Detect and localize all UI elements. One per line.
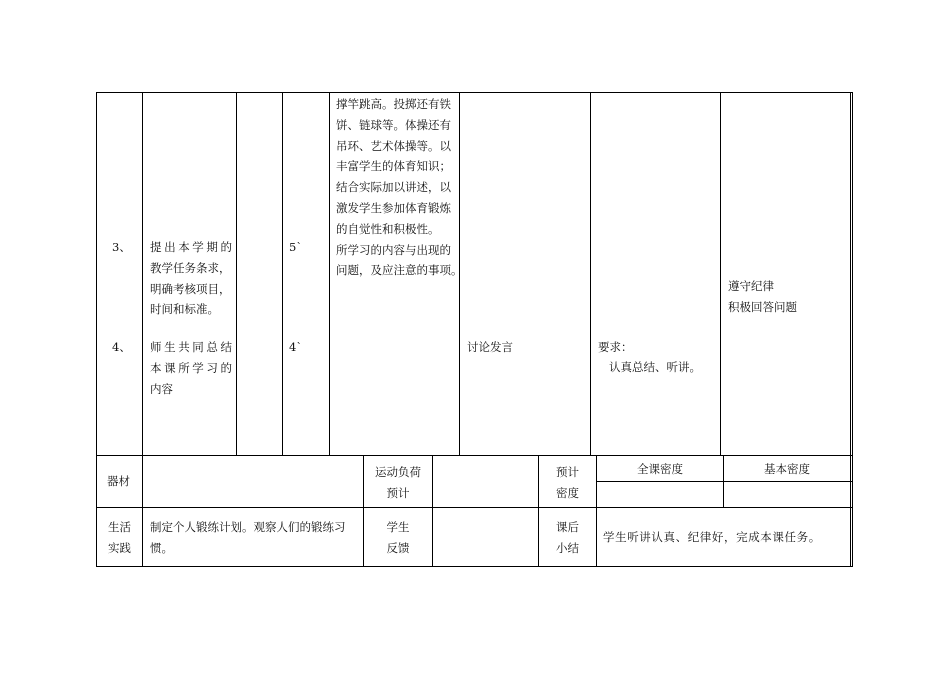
after-class-summary-label: [539, 517, 596, 559]
upper-col-divider-4: [329, 92, 330, 456]
student-line: 遵守纪律: [728, 279, 774, 293]
life-label-line: 实践: [108, 540, 131, 555]
task-3-text: [150, 237, 235, 320]
content-line: 结合实际加以讲述，以: [336, 180, 451, 195]
content-line: 吊环、艺术体操等。以: [336, 138, 451, 153]
content-line: 的自觉性和积极性。: [336, 221, 440, 236]
full-lesson-density-header: 全课密度: [637, 462, 683, 476]
row-number-4: 4、: [112, 340, 131, 354]
task-4-text: [150, 337, 235, 399]
table-bottom-border: [96, 566, 853, 567]
content-line: 所学习的内容与出现的: [336, 242, 451, 257]
table-right-border-double: [852, 92, 853, 567]
equipment-row-bottom-border: [96, 507, 853, 508]
life-text-line: 惯。: [150, 540, 173, 555]
task-4-line: 内容: [150, 381, 173, 396]
basic-density-header: 基本密度: [764, 462, 810, 476]
after-class-summary-text: 学生听讲认真、纪律好，完成本课任务。: [603, 530, 821, 544]
feedback-label-line: 学生: [386, 520, 410, 534]
task-4-line: 师生共同总结: [150, 340, 235, 354]
density-label-line: 密度: [556, 485, 579, 500]
time-4: 4`: [289, 340, 303, 354]
teaching-content-text: [336, 94, 463, 281]
upper-col-divider-7: [720, 92, 721, 456]
density-label-line: 预计: [556, 465, 579, 479]
task-3-line: 时间和标准。: [150, 302, 219, 317]
expected-density-label: [539, 462, 596, 504]
task-3-line: 提出本学期的: [150, 240, 235, 254]
lower-col-divider-3: [432, 455, 433, 567]
student-line: 积极回答问题: [728, 299, 797, 314]
content-line: 问题，及应注意的事项。: [336, 263, 463, 278]
summary-label-line: 课后: [556, 520, 579, 534]
content-line: 激发学生参加体育锻炼: [336, 200, 451, 215]
upper-col-divider-3: [282, 92, 283, 456]
task-3-line: 教学任务条求，: [150, 260, 231, 275]
lower-col-divider-1: [142, 455, 143, 567]
content-line: 丰富学生的体育知识；: [336, 159, 451, 174]
row-number-3: 3、: [112, 240, 131, 254]
equipment-label: 器材: [107, 474, 130, 488]
table-right-border: [850, 92, 851, 567]
upper-col-divider-1: [142, 92, 143, 456]
life-practice-label: [97, 517, 142, 559]
requirement-text: 认真总结、听讲。: [609, 360, 701, 374]
content-line: 饼、链球等。体操还有: [336, 117, 451, 132]
table-left-border: [96, 92, 97, 567]
task-4-line: 本课所学习的: [150, 360, 235, 375]
life-practice-text: [150, 517, 346, 559]
life-text-line: 制定个人锻练计划。观察人们的锻练习: [150, 520, 346, 534]
student-activity-text: [728, 276, 797, 318]
content-line: 撑竿跳高。投掷还有铁: [336, 97, 451, 111]
density-subheader-divider: [596, 481, 852, 482]
table-top-border: [96, 92, 853, 93]
upper-col-divider-6: [590, 92, 591, 456]
upper-section-bottom-border: [96, 455, 853, 456]
upper-col-divider-2: [236, 92, 237, 456]
load-label-line: 运动负荷: [375, 465, 421, 479]
discussion-text: 讨论发言: [467, 340, 513, 354]
load-label-line: 预计: [386, 485, 410, 500]
time-3: 5`: [289, 240, 303, 254]
student-feedback-label: [364, 517, 432, 559]
task-3-line: 明确考核项目，: [150, 281, 231, 296]
feedback-label-line: 反馈: [386, 540, 410, 555]
summary-label-line: 小结: [556, 540, 579, 555]
requirement-label: 要求：: [598, 340, 633, 354]
exercise-load-label: [364, 462, 432, 504]
life-label-line: 生活: [108, 520, 131, 534]
